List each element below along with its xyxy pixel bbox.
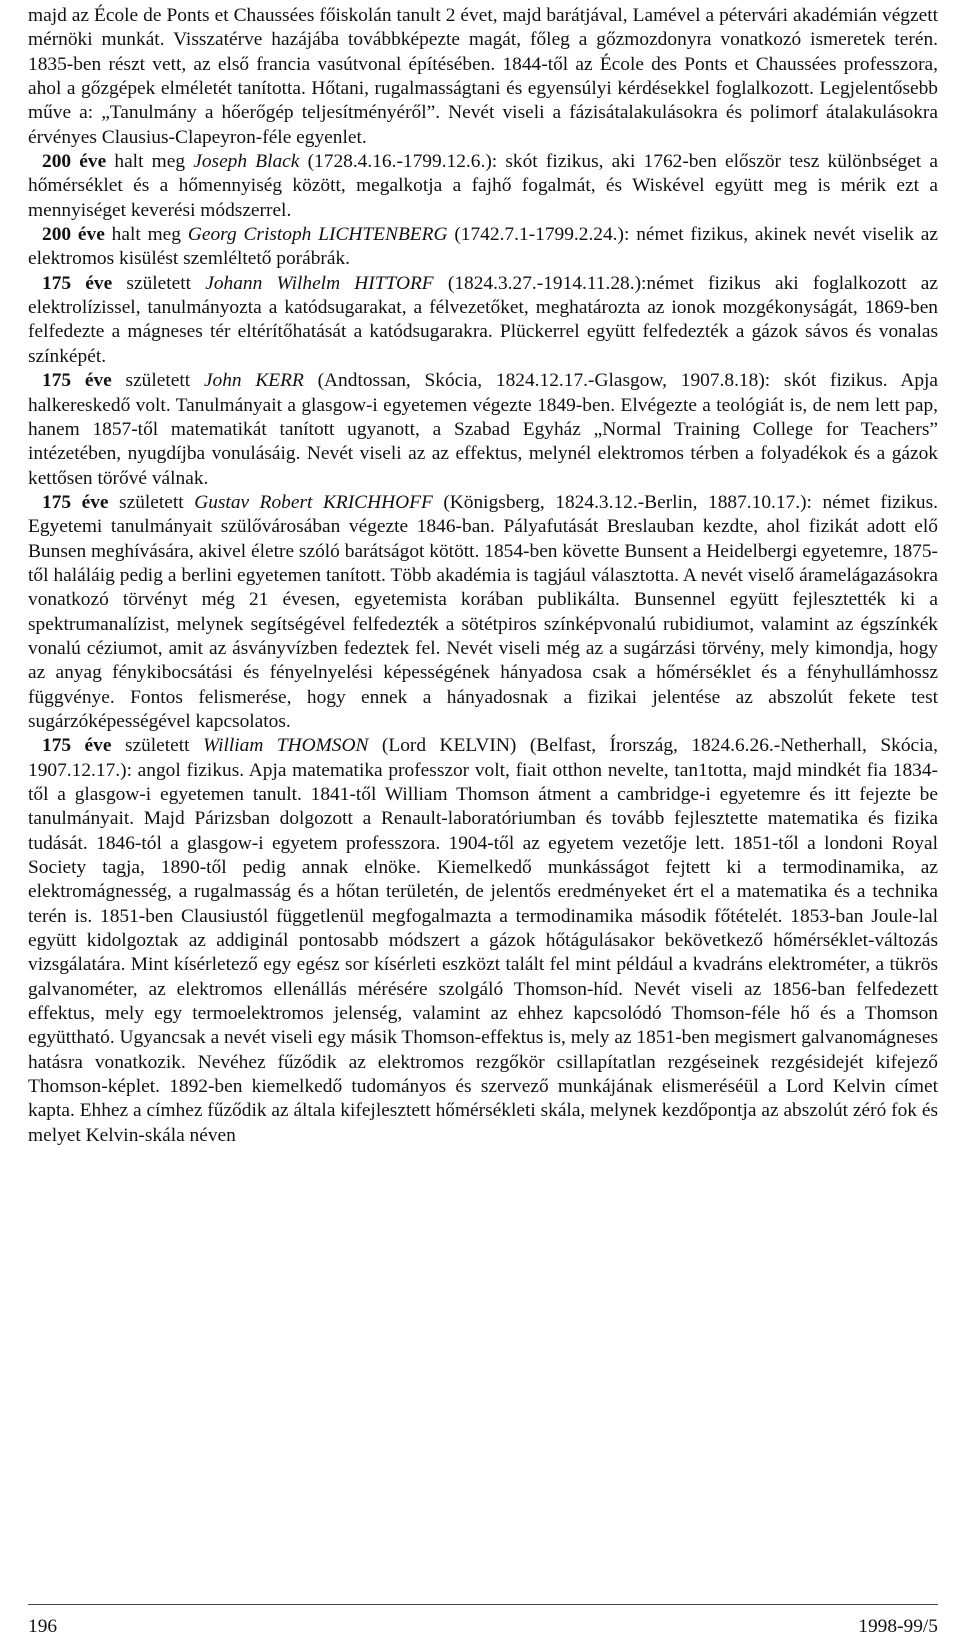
entry-text: (1728.4.16.-1799.12.6.): skót fizikus, aki 1762-ben először tesz különbséget a hőmérséklet és a hőmennyiség között, megalkotja a fajhő fogalmát, és Wiskével együtt meg is mérik ezt a mennyiséget keverési módszerrel.	[28, 151, 938, 221]
person-name: Gustav Robert KRICHHOFF	[194, 491, 433, 513]
event-verb: halt meg	[104, 224, 188, 246]
entry-text: (1824.3.27.-1914.11.28.):német fizikus aki foglalkozott az elektrolízissel, tanulmányozta a katódsugarakat, a félvezetőket, meghatározta az ionok mozgékonyságát, 1869-ben felfedezte a mágneses tér eltérítőhatását a katódsugarakra. Plückerrel együtt felfedezték a gázok sávos és vonalas színképét.	[28, 272, 938, 367]
person-name: John KERR	[203, 370, 304, 392]
anniversary-label: 200 éve	[42, 151, 107, 173]
anniversary-label: 175 éve	[42, 272, 113, 294]
entry-kirchhoff	[28, 491, 938, 734]
intro-paragraph: majd az École de Ponts et Chaussées főiskolán tanult 2 évet, majd barátjával, Lamével a pétervári akadémián végzett mérnöki munkát. Visszatérve hazájába továbbképezte magát, főleg a gőzmozdonyra vonatkozó ismeretek terén. 1835-ben részt vett, az első francia vasútvonal építésében. 1844-től az École des Ponts et Chaussées professzora, ahol a gőzgépek elméletét tanította. Hőtani, rugalmasságtani és egyensúlyi kérdésekkel foglalkozott. Legjelentősebb műve a: „Tanulmány a hőerőgép teljesítményéről”. Nevét viseli a fázisátalakulásokra és polimorf átalakulásokra érvényes Clausius-Clapeyron-féle egyenlet.	[28, 5, 938, 148]
document-body	[28, 4, 938, 1148]
event-verb: született	[111, 735, 204, 757]
page-footer	[28, 1614, 938, 1640]
anniversary-label: 175 éve	[42, 370, 112, 392]
entry-text: (Lord KELVIN) (Belfast, Írország, 1824.6.26.-Netherhall, Skócia, 1907.12.17.): angol fizikus. Apja matematika professzor volt, fiait otthon nevelte, tan1totta, majd mindkét fia 1834-től a glasgow-i egyetemen tanult. 1841-től William Thomson átment a cambridge-i egyetemre és itt fejezte be tanulmányait. Majd Párizsban dolgozott a Renault-laboratóriumban és tovább fejlesztette matematika és fizika tudását. 1846-tól a glasgow-i egyetem professzora. 1904-től az egyetem vezetője lett. 1851-től a londoni Royal Society tagja, 1890-től pedig annak elnöke. Kiemelkedő munkásságot fejtett ki a termodinamika, az elektromágnesség, a rugalmasság és a hőtan területén, de jelentős eredményeket ért el a matematika és a technika terén is. 1851-ben Clausiustól függetlenül megfogalmazta a termodinamika második főtételét. 1853-ban Joule-lal együtt kidolgoztak az addiginál pontosabb módszert a gázok hőtágulásakor bekövetkező hőmérséklet-változás vizsgálatára. Mint kísérletező egy egész sor kísérleti eszközt talált fel mint például a kvadráns elektrométer, a tükrös galvanométer, az elektromos ellenállás mérésére szolgáló Thomson-híd. Nevét viseli az 1856-ban felfedezett effektus, mely egy termoelektromos jelenség, valamint az ehhez kapcsolódó Thomson-féle hő és a Thomson együttható. Ugyancsak a nevét viseli egy másik Thomson-effektus is, mely az 1851-ben megismert galvanomágneses hatásra vonatkozik. Nevéhez fűződik az elektromos rezgőkör csillapítatlan rezgéseinek rezgésidejét kifejező Thomson-képlet. 1892-ben kiemelkedő tudományos és szervező munkájának elismeréséül a Lord Kelvin címet kapta. Ehhez a címhez fűződik az általa kifejlesztett hőmérsékleti skála, melynek kezdőpontja az abszolút zéró fok és melyet Kelvin-skála néven	[28, 735, 938, 1146]
anniversary-label: 175 éve	[42, 491, 109, 513]
entry-hittorf	[28, 272, 938, 369]
person-name: Georg Cristoph LICHTENBERG	[187, 224, 448, 246]
event-verb: született	[111, 370, 204, 392]
issue-number: 1998-99/5	[858, 1616, 938, 1637]
footer-divider	[28, 1604, 938, 1605]
person-name: William THOMSON	[203, 735, 369, 757]
entry-text: (Königsberg, 1824.3.12.-Berlin, 1887.10.17.): német fizikus. Egyetemi tanulmányait szülővárosában végezte 1846-ban. Pályafutását Breslauban kezdte, ahol fizikát adott elő Bunsen meghívására, akivel életre szóló barátságot kötött. 1854-ben követte Bunsent a Heidelbergi egyetemre, 1875-től haláláig pedig a berlini egyetemen tanított. Több akadémia is tagjául választotta. A nevét viselő áramelágazásokra vonatkozó törvényt még 21 évesen, egyetemista korában publikálta. Bunsennel együtt fejlesztették ki a spektrumanalízist, melynek segítségével felfedezték a sötétpiros színképvonalú rubidiumot, valamint az égszínkék vonalú céziumot, amit az ásványvízben fedeztek fel. Nevét viseli még az a sugárzási törvény, mely kimondja, hogy az anyag fénykibocsátási és fényelnyelési képességének hányadosa csak a hőmérséklet és a fényhullámhossz függvénye. Fontos felismerése, hogy ennek a hányadosnak a fizikai jelentése az abszolút fekete test sugárzóképességével kapcsolatos.	[28, 491, 938, 732]
anniversary-label: 200 éve	[42, 224, 105, 246]
entry-text: (1742.7.1-1799.2.24.): német fizikus, akinek nevét viselik az elektromos kisülést szemléltető porábrák.	[28, 224, 938, 270]
entry-thomson	[28, 734, 938, 1148]
anniversary-label: 175 éve	[42, 735, 112, 757]
event-verb: halt meg	[106, 151, 194, 173]
person-name: Johann Wilhelm HITTORF	[205, 272, 434, 294]
entry-black	[28, 150, 938, 223]
entry-kerr	[28, 369, 938, 491]
event-verb: született	[112, 272, 206, 294]
person-name: Joseph Black	[193, 151, 300, 173]
entry-text: (Andtossan, Skócia, 1824.12.17.-Glasgow, 1907.8.18): skót fizikus. Apja halkereskedő volt. Tanulmányait a glasgow-i egyetemen végezte 1849-ben. Elvégezte a teológiát is, de nem lett pap, hanem 1857-től matematikát tanított ugyanott, a Szabad Egyház „Normal Training College for Teachers” intézetében, nyugdíjba vonulásáig. Nevét viseli az az effektus, melynél elektromos térben a folyadékok és a gázok kettősen törővé válnak.	[28, 370, 939, 489]
event-verb: született	[108, 491, 195, 513]
entry-lichtenberg	[28, 223, 938, 272]
page-number: 196	[28, 1616, 58, 1637]
